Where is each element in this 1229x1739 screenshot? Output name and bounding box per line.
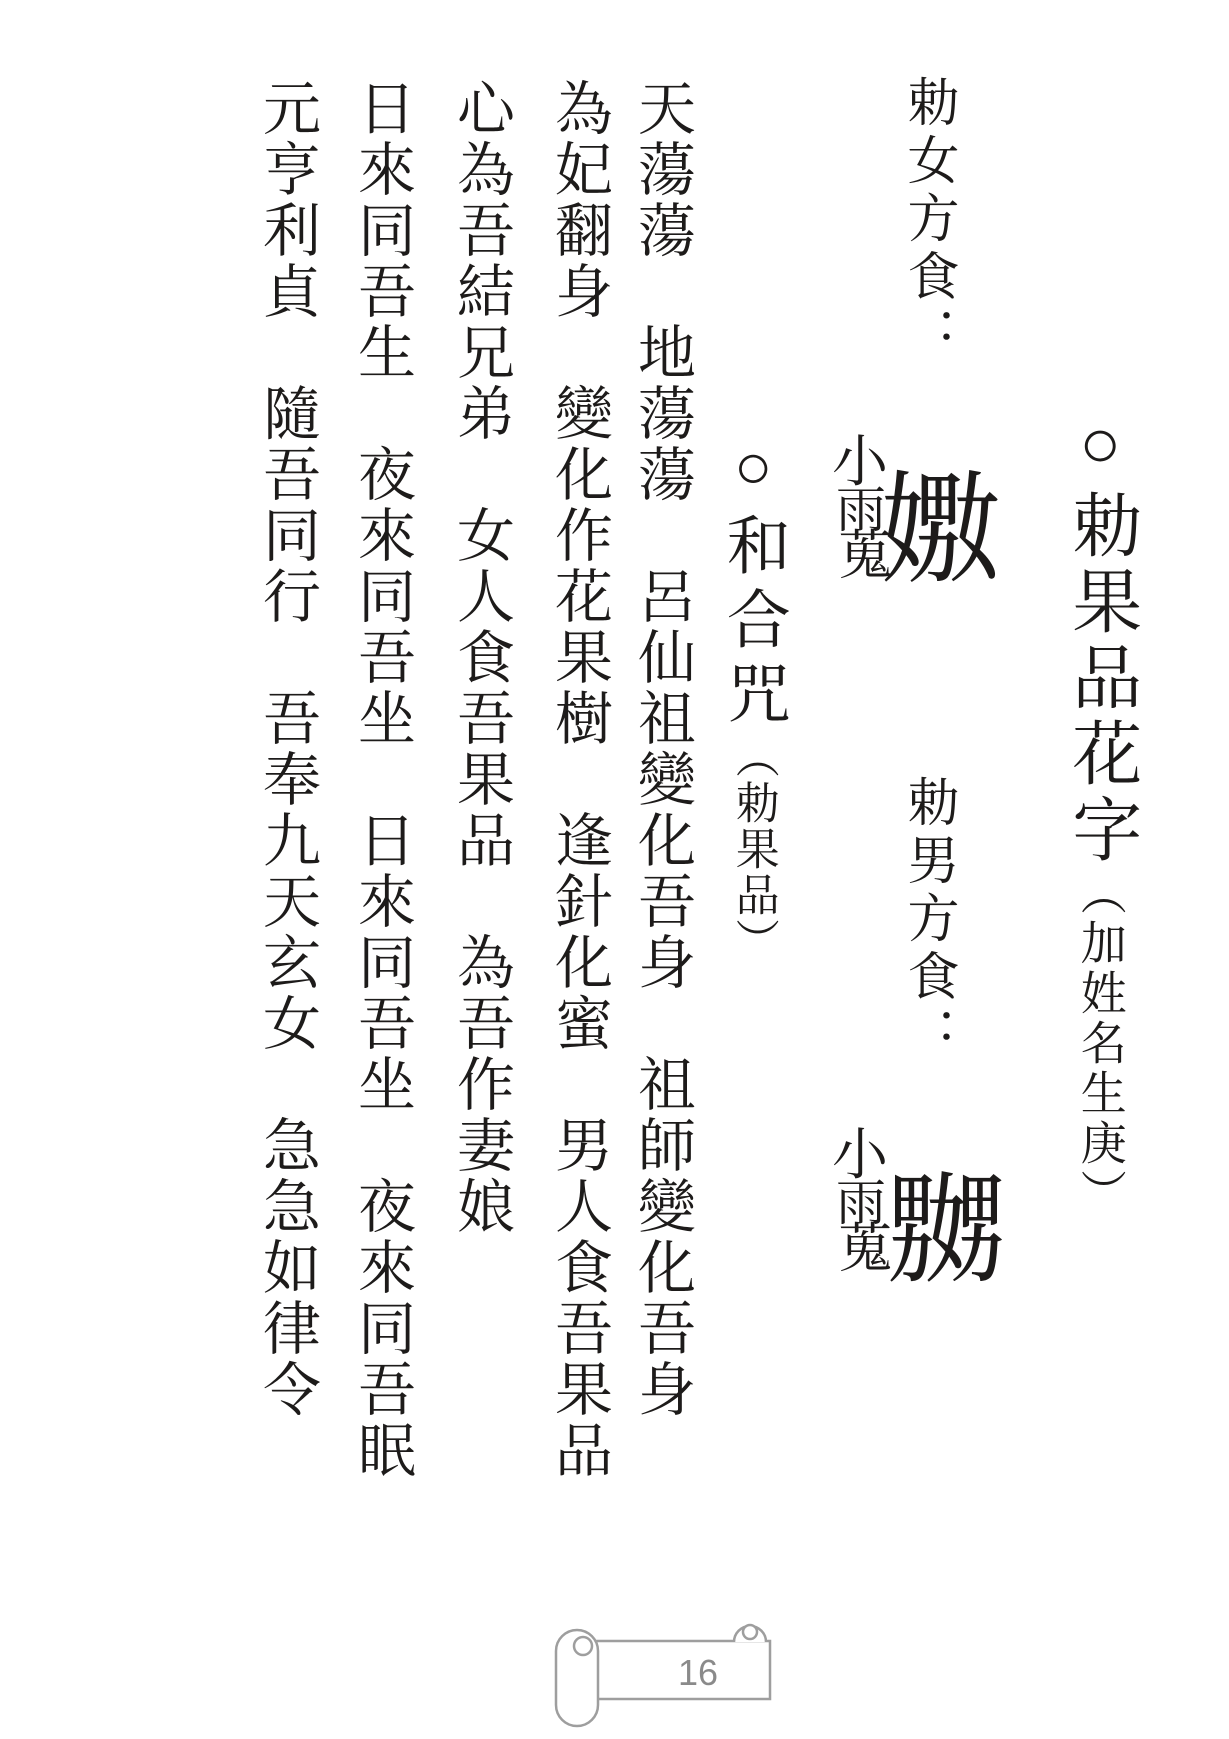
talisman-stack-char: 小 bbox=[832, 432, 888, 494]
verse-column-2: 為妃翻身 變化作花果樹 逢針化蜜 男人食吾果品 bbox=[546, 78, 611, 1481]
talisman-stack-char: 雨 bbox=[836, 482, 886, 538]
spell-heading-note: （勅果品） bbox=[728, 734, 778, 964]
talisman-stack-char: 雨 bbox=[836, 1175, 886, 1231]
title-note: （加姓名生庚） bbox=[1074, 869, 1126, 1219]
female-talisman-glyph bbox=[828, 423, 1033, 638]
spell-heading-text: ○和合咒 bbox=[717, 431, 789, 734]
female-food-label: 勅女方食： bbox=[899, 75, 956, 365]
scroll-icon bbox=[548, 1613, 778, 1735]
page-title bbox=[1045, 390, 1155, 1219]
talisman-stack-char: 蒐 bbox=[838, 1219, 892, 1279]
spell-heading bbox=[701, 415, 805, 964]
page-number: 16 bbox=[677, 1652, 719, 1693]
talisman-main-char: 嫐 bbox=[880, 464, 1002, 599]
verse-column-1: 天蕩蕩 地蕩蕩 呂仙祖變化吾身 祖師變化吾身 bbox=[629, 78, 694, 1420]
verse-column-3: 心為吾結兄弟 女人食吾果品 為吾作妻娘 bbox=[448, 78, 513, 1237]
talisman-stack-char: 蒐 bbox=[838, 526, 892, 586]
verse-column-5: 元亨利貞 隨吾同行 吾奉九天玄女 急急如律令 bbox=[254, 78, 319, 1420]
verse-column-4: 日來同吾生 夜來同吾坐 日來同吾坐 夜來同吾眠 bbox=[349, 78, 414, 1481]
male-food-label: 勅男方食： bbox=[899, 775, 956, 1065]
talisman-stack-char: 小 bbox=[832, 1125, 888, 1187]
title-text: ○勅果品花字 bbox=[1061, 406, 1139, 869]
page-number-scroll bbox=[548, 1613, 778, 1735]
talisman-main-char: 嬲 bbox=[886, 1165, 1006, 1298]
male-talisman-glyph bbox=[828, 1116, 1033, 1331]
